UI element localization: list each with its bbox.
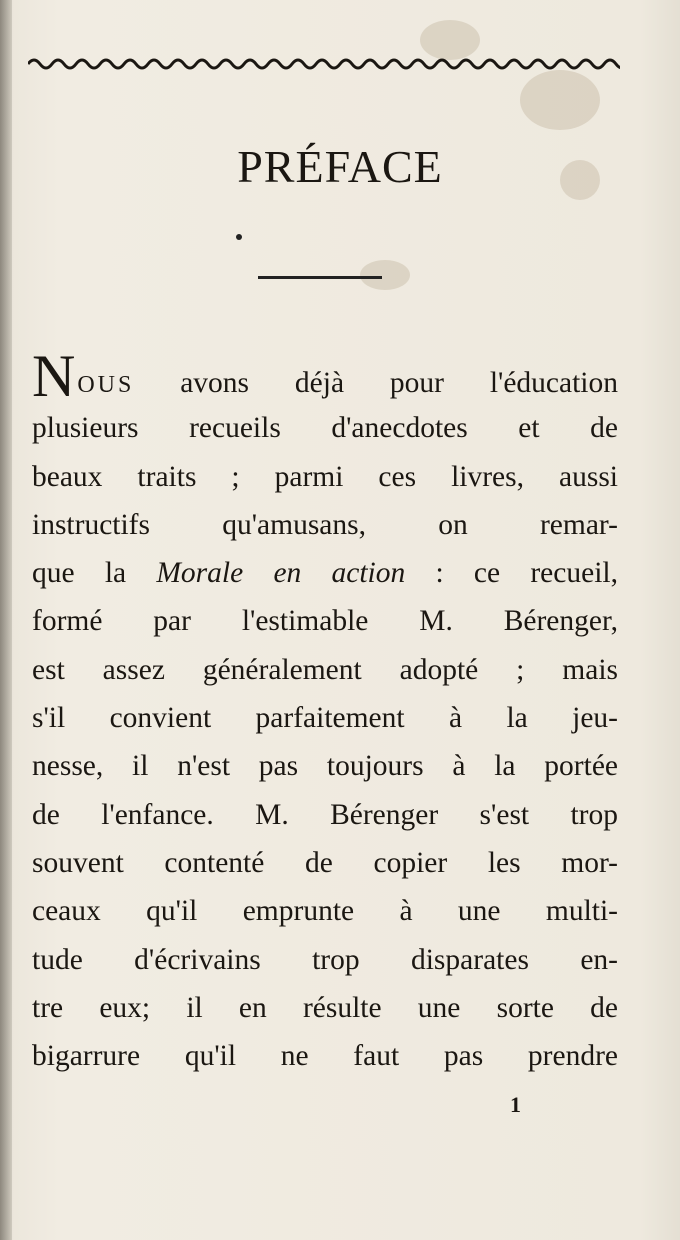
foxing-stain [520,70,600,130]
title-underline-rule [258,276,382,279]
text-line-4: instructifs qu'amusans, on remar- [32,508,618,541]
text-line-15: bigarrure qu'il ne faut pas prendre [32,1040,618,1073]
ornamental-wavy-rule [28,52,620,72]
first-word-smallcaps: OUS [77,372,135,398]
book-title-italic: Morale en action [156,557,406,590]
text-line-12: ceaux qu'il emprunte à une multi- [32,895,618,928]
text-line-11: souvent contenté de copier les mor- [32,846,618,879]
text-line-7: est assez généralement adopté ; mais [32,653,618,686]
text-line-1 [32,343,618,409]
ornament-dot [236,234,242,240]
text-line-13: tude d'écrivains trop disparates en- [32,943,618,976]
page-title: PRÉFACE [237,141,443,192]
text-line-5: que la Morale en action : ce recueil, [32,557,618,590]
text-line-14: tre eux; il en résulte une sorte de [32,991,618,1024]
text-line-2: plusieurs recueils d'anecdotes et de [32,412,618,445]
text-line-3: beaux traits ; parmi ces livres, aussi [32,460,618,493]
text-line-8: s'il convient parfaitement à la jeu- [32,702,618,735]
signature-mark: 1 [510,1092,521,1117]
dropcap-letter: N [32,343,76,409]
preface-text [32,343,618,1080]
text-line-9: nesse, il n'est pas toujours à la portée [32,750,618,783]
foxing-stain [360,260,410,290]
text-line-10: de l'enfance. M. Bérenger s'est trop [32,798,618,831]
line-text: avons déjà pour l'éducation [180,367,618,399]
text-line-6: formé par l'estimable M. Bérenger, [32,605,618,638]
